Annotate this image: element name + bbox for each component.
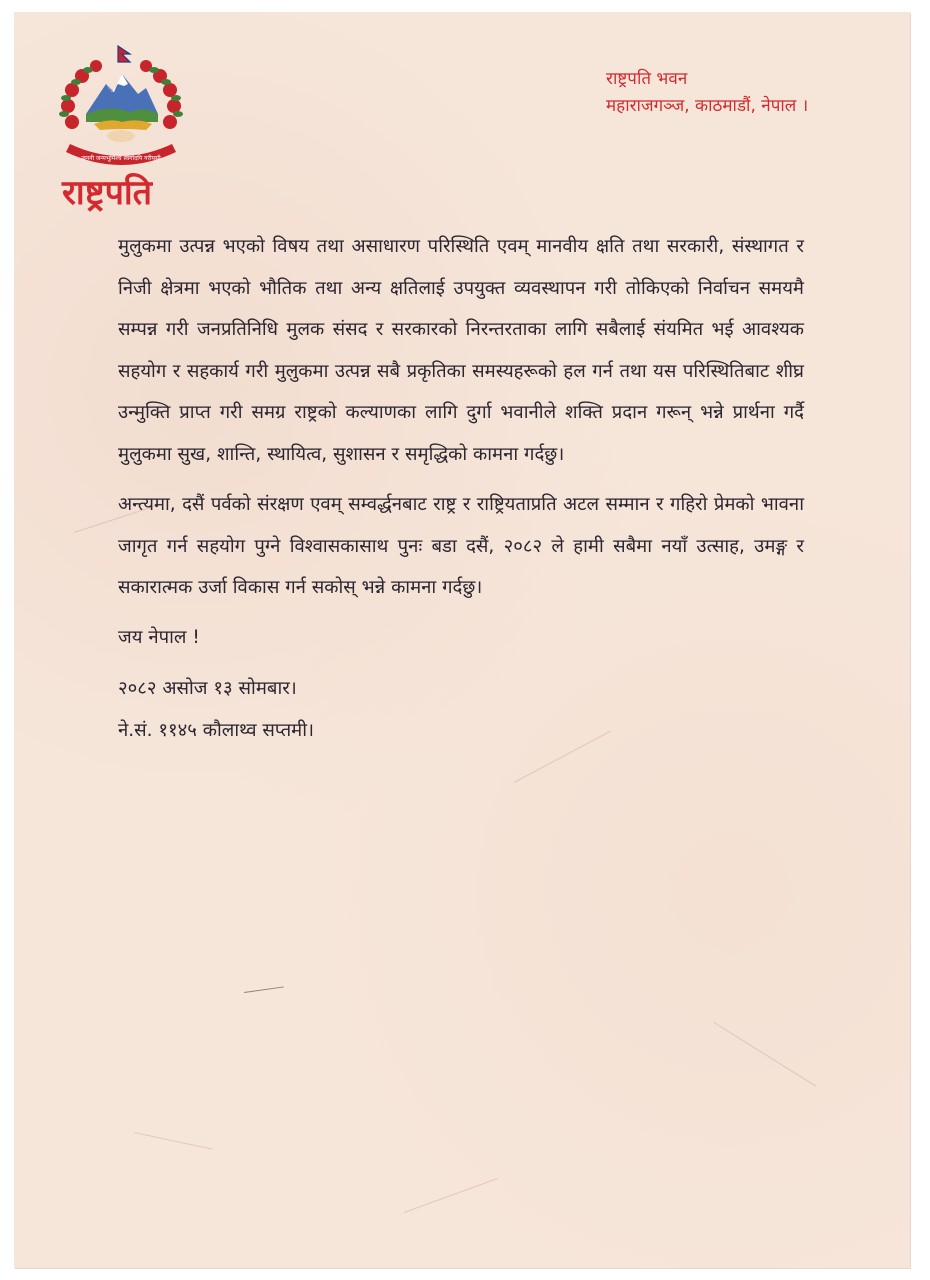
letter-body: [118, 226, 804, 751]
office-address: [606, 66, 896, 120]
paper-fiber: [134, 1132, 212, 1150]
date-line-bikram-sambat: २०८२ असोज १३ सोमबार।: [118, 678, 297, 699]
letter-sheet: [14, 12, 910, 1268]
address-line-building: राष्ट्रपति भवन: [606, 69, 688, 89]
message-paragraph-1: मुलुकमा उत्पन्न भएको विषय तथा असाधारण परिस्थिति एवम् मानवीय क्षति तथा सरकारी, संस्थागत र निजी क्षेत्रमा भएको भौतिक तथा अन्य क्षतिलाई उपयुक्त व्यवस्थापन गरी तोकिएको निर्वाचन समयमै सम्पन्न गरी जनप्रतिनिधि मुलक संसद र सरकारको निरन्तरताका लागि सबैलाई संयमित भई आवश्यक सहयोग र सहकार्य गरी मुलुकमा उत्पन्न सबै प्रकृतिका समस्यहरूको हल गर्न तथा यस परिस्थितिबाट शीघ्र उन्मुक्ति प्राप्त गरी समग्र राष्ट्रको कल्याणका लागि दुर्गा भवानीले शक्ति प्रदान गरून् भन्ने प्रार्थना गर्दै मुलुकमा सुख, शान्ति, स्थायित्व, सुशासन र समृद्धिको कामना गर्दछु।: [118, 236, 804, 465]
emblem-icon: [50, 40, 192, 172]
closing-salutation: जय नेपाल !: [118, 626, 200, 648]
message-paragraph-2: अन्त्यमा, दसैं पर्वको संरक्षण एवम् सम्वर्द्धनबाट राष्ट्र र राष्ट्रियताप्रति अटल सम्मान र गहिरो प्रेमको भावना जागृत गर्न सहयोग पुग्ने विश्वासकासाथ पुनः बडा दसैं, २०८२ ले हामी सबैमा नयाँ उत्साह, उमङ्ग र सकारात्मक उर्जा विकास गर्न सकोस् भन्ने कामना गर्दछु।: [118, 494, 804, 598]
address-line-city: महाराजगञ्ज, काठमाडौं, नेपाल ।: [606, 96, 809, 116]
nepal-emblem: [50, 40, 192, 172]
paper-fiber: [714, 1022, 816, 1086]
emblem-motto: जननी जन्मभूमिश्च स्वर्गादपि गरीयसी: [81, 155, 161, 162]
office-title: राष्ट्रपति: [62, 173, 153, 213]
paper-fiber: [404, 1178, 498, 1213]
date-line-nepal-sambat: ने.सं. ११४५ कौलाथ्व सप्तमी।: [118, 719, 315, 741]
paper-fiber: [244, 986, 284, 993]
